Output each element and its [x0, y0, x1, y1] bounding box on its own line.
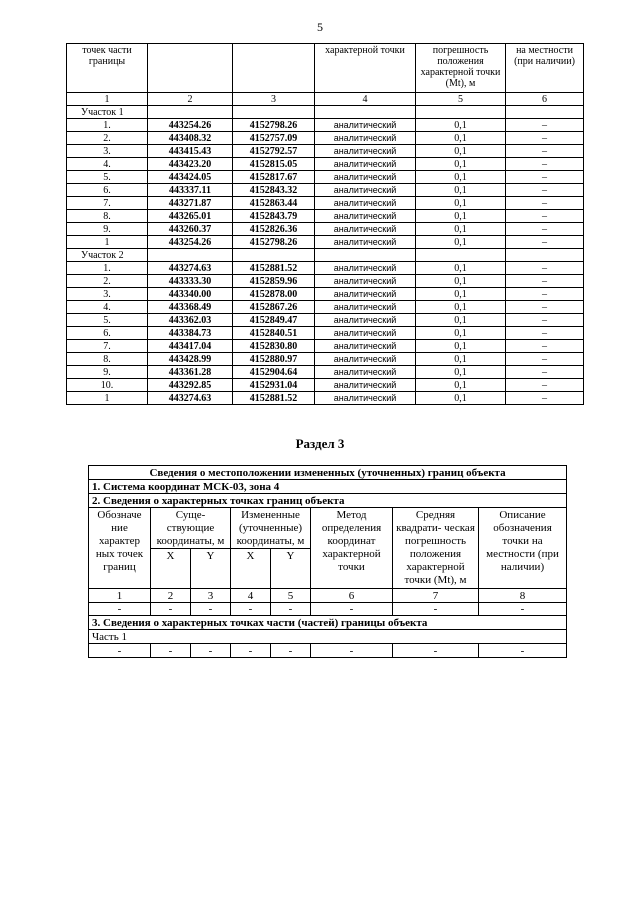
table-cell: 4152826.36 — [233, 223, 315, 236]
table-cell: – — [506, 275, 584, 288]
section-heading: Раздел 3 — [295, 436, 345, 451]
header-x: X — [151, 549, 191, 589]
table-cell: 0,1 — [416, 119, 506, 132]
empty-cell — [148, 249, 233, 262]
table-cell: 0,1 — [416, 366, 506, 379]
table-cell: 0,1 — [416, 275, 506, 288]
table-cell: 443417.04 — [148, 340, 233, 353]
table-cell: 7. — [67, 197, 148, 210]
table-row — [67, 171, 584, 184]
table-cell: аналитический — [315, 340, 416, 353]
table-cell: 0,1 — [416, 132, 506, 145]
header-method: Метод определения координат характерной точки — [311, 508, 393, 589]
table-row — [67, 119, 584, 132]
table-cell: 4152843.79 — [233, 210, 315, 223]
table-row — [67, 353, 584, 366]
table-row — [67, 197, 584, 210]
col-number: 5 — [416, 93, 506, 106]
table-cell: аналитический — [315, 275, 416, 288]
table-cell: 0,1 — [416, 158, 506, 171]
table-cell: 0,1 — [416, 288, 506, 301]
table-cell: 9. — [67, 366, 148, 379]
table-cell: – — [506, 314, 584, 327]
empty-cell: - — [89, 603, 151, 616]
header-cell — [148, 44, 233, 93]
table-cell: 4152849.47 — [233, 314, 315, 327]
table-cell: аналитический — [315, 236, 416, 249]
table-cell: – — [506, 197, 584, 210]
header-changed: Измененные (уточненные) координаты, м — [231, 508, 311, 549]
header-description: Описание обозначения точки на местности (при наличии) — [479, 508, 567, 589]
table-cell: 7. — [67, 340, 148, 353]
table-cell: аналитический — [315, 171, 416, 184]
table-cell: – — [506, 340, 584, 353]
col-number: 5 — [271, 589, 311, 603]
table-cell: – — [506, 236, 584, 249]
table-cell: – — [506, 288, 584, 301]
table-cell: аналитический — [315, 132, 416, 145]
table-cell: 4152792.57 — [233, 145, 315, 158]
col-number: 8 — [479, 589, 567, 603]
table-cell: аналитический — [315, 197, 416, 210]
table-cell: 4152867.26 — [233, 301, 315, 314]
col-number: 4 — [315, 93, 416, 106]
table-row — [67, 340, 584, 353]
empty-cell — [506, 249, 584, 262]
part-label: Участок 1 — [67, 106, 148, 119]
empty-cell: - — [479, 603, 567, 616]
table-cell: 0,1 — [416, 353, 506, 366]
coord-system: 1. Система координат МСК-03, зона 4 — [89, 480, 567, 494]
table-cell: 0,1 — [416, 236, 506, 249]
table-cell: 1 — [67, 392, 148, 405]
coordinates-table — [66, 43, 584, 405]
empty-cell: - — [271, 603, 311, 616]
table-cell: 4152878.00 — [233, 288, 315, 301]
table-cell: 4152931.04 — [233, 379, 315, 392]
table-row — [67, 366, 584, 379]
table-cell: 0,1 — [416, 340, 506, 353]
table-cell: – — [506, 223, 584, 236]
parts-title: 3. Сведения о характерных точках части (частей) границы объекта — [89, 616, 567, 630]
table-cell: аналитический — [315, 210, 416, 223]
table-cell: 4152859.96 — [233, 275, 315, 288]
empty-cell: - — [393, 644, 479, 658]
part-row — [67, 249, 584, 262]
table-cell: 1 — [67, 236, 148, 249]
table-cell: 0,1 — [416, 223, 506, 236]
table-cell: 4152840.51 — [233, 327, 315, 340]
table-cell: – — [506, 262, 584, 275]
table-cell: – — [506, 171, 584, 184]
page-number: 5 — [317, 20, 323, 34]
empty-cell — [506, 106, 584, 119]
table-cell: 0,1 — [416, 197, 506, 210]
table-cell: аналитический — [315, 158, 416, 171]
table-cell: аналитический — [315, 119, 416, 132]
table-row — [67, 288, 584, 301]
table-row — [67, 236, 584, 249]
col-number: 1 — [89, 589, 151, 603]
table-cell: 443362.03 — [148, 314, 233, 327]
col-number: 6 — [506, 93, 584, 106]
table-cell: аналитический — [315, 301, 416, 314]
header-y: Y — [271, 549, 311, 589]
table-cell: аналитический — [315, 223, 416, 236]
table-cell: 443274.63 — [148, 262, 233, 275]
empty-cell: - — [393, 603, 479, 616]
table-cell: 4152798.26 — [233, 236, 315, 249]
table-cell: 443361.28 — [148, 366, 233, 379]
table-cell: 4152880.97 — [233, 353, 315, 366]
table-cell: 8. — [67, 210, 148, 223]
empty-cell: - — [311, 603, 393, 616]
table-cell: 1. — [67, 119, 148, 132]
table-cell: 443384.73 — [148, 327, 233, 340]
table-row — [67, 210, 584, 223]
table-cell: аналитический — [315, 327, 416, 340]
table-cell: 443292.85 — [148, 379, 233, 392]
table-cell: 4152757.09 — [233, 132, 315, 145]
col-number: 2 — [148, 93, 233, 106]
table-cell: 4152815.05 — [233, 158, 315, 171]
header-y: Y — [191, 549, 231, 589]
table-cell: 1. — [67, 262, 148, 275]
empty-cell: - — [231, 644, 271, 658]
table-cell: 443415.43 — [148, 145, 233, 158]
table-cell: 8. — [67, 353, 148, 366]
table-cell: аналитический — [315, 145, 416, 158]
empty-cell: - — [271, 644, 311, 658]
table-cell: 0,1 — [416, 171, 506, 184]
table-cell: 4152881.52 — [233, 392, 315, 405]
empty-cell: - — [231, 603, 271, 616]
col-number: 1 — [67, 93, 148, 106]
table-cell: 4152881.52 — [233, 262, 315, 275]
col-number: 3 — [191, 589, 231, 603]
empty-cell: - — [191, 644, 231, 658]
table-row — [67, 223, 584, 236]
table-cell: 4152830.80 — [233, 340, 315, 353]
table-cell: 0,1 — [416, 392, 506, 405]
table-cell: 0,1 — [416, 184, 506, 197]
table-cell: 443274.63 — [148, 392, 233, 405]
table-cell: 0,1 — [416, 145, 506, 158]
header-existing: Суще- ствующие координаты, м — [151, 508, 231, 549]
table-cell: 3. — [67, 288, 148, 301]
table-cell: 443271.87 — [148, 197, 233, 210]
table-cell: 4152798.26 — [233, 119, 315, 132]
table-cell: аналитический — [315, 392, 416, 405]
table-cell: 2. — [67, 275, 148, 288]
table-cell: 6. — [67, 327, 148, 340]
table-cell: 443424.05 — [148, 171, 233, 184]
table-cell: – — [506, 392, 584, 405]
table-row — [67, 379, 584, 392]
part-label: Часть 1 — [89, 630, 567, 644]
table-cell: – — [506, 327, 584, 340]
empty-cell: - — [311, 644, 393, 658]
table-cell: – — [506, 353, 584, 366]
table-cell: 4152817.67 — [233, 171, 315, 184]
table-cell: 9. — [67, 223, 148, 236]
table-cell: 443408.32 — [148, 132, 233, 145]
table-cell: 443423.20 — [148, 158, 233, 171]
empty-cell: - — [151, 603, 191, 616]
empty-cell: - — [89, 644, 151, 658]
points-title: 2. Сведения о характерных точках границ объекта — [89, 494, 567, 508]
table-cell: аналитический — [315, 314, 416, 327]
part-label: Участок 2 — [67, 249, 148, 262]
table-cell: – — [506, 379, 584, 392]
table-cell: 0,1 — [416, 210, 506, 223]
table-cell: 443333.30 — [148, 275, 233, 288]
empty-cell — [416, 249, 506, 262]
empty-cell — [148, 106, 233, 119]
table-cell: 10. — [67, 379, 148, 392]
table-cell: – — [506, 145, 584, 158]
table-cell: аналитический — [315, 262, 416, 275]
col-number: 7 — [393, 589, 479, 603]
table-cell: 443265.01 — [148, 210, 233, 223]
table-cell: 443254.26 — [148, 119, 233, 132]
table-cell: 0,1 — [416, 301, 506, 314]
table-row — [67, 314, 584, 327]
col-number: 6 — [311, 589, 393, 603]
table-cell: 0,1 — [416, 262, 506, 275]
boundary-table — [88, 465, 567, 658]
table-cell: – — [506, 132, 584, 145]
table-cell: 443260.37 — [148, 223, 233, 236]
part-row — [67, 106, 584, 119]
header-cell: погрешность положения характерной точки (Mt), м — [416, 44, 506, 93]
table-cell: – — [506, 366, 584, 379]
table-cell: аналитический — [315, 366, 416, 379]
table-cell: аналитический — [315, 353, 416, 366]
col-number: 4 — [231, 589, 271, 603]
table-cell: – — [506, 158, 584, 171]
col-number: 3 — [233, 93, 315, 106]
table-cell: 443368.49 — [148, 301, 233, 314]
header-x: X — [231, 549, 271, 589]
table-cell: 443337.11 — [148, 184, 233, 197]
table-cell: 6. — [67, 184, 148, 197]
table-cell: 3. — [67, 145, 148, 158]
table-cell: 4. — [67, 301, 148, 314]
empty-cell: - — [151, 644, 191, 658]
table-cell: 443428.99 — [148, 353, 233, 366]
table-cell: 4152863.44 — [233, 197, 315, 210]
table-cell: – — [506, 184, 584, 197]
table-cell: аналитический — [315, 379, 416, 392]
header-cell: характерной точки — [315, 44, 416, 93]
empty-cell: - — [479, 644, 567, 658]
table-cell: 0,1 — [416, 314, 506, 327]
table-cell: 4. — [67, 158, 148, 171]
table-cell: 4152843.32 — [233, 184, 315, 197]
table-row — [67, 132, 584, 145]
empty-cell — [315, 106, 416, 119]
table-row — [67, 184, 584, 197]
table-row — [67, 275, 584, 288]
table-cell: 443340.00 — [148, 288, 233, 301]
table-row — [67, 262, 584, 275]
table-cell: 4152904.64 — [233, 366, 315, 379]
table-cell: 2. — [67, 132, 148, 145]
table-row — [67, 145, 584, 158]
table-cell: аналитический — [315, 288, 416, 301]
table-cell: 5. — [67, 171, 148, 184]
table-cell: 443254.26 — [148, 236, 233, 249]
header-cell — [233, 44, 315, 93]
table-cell: 0,1 — [416, 327, 506, 340]
col-number-row — [67, 93, 584, 106]
table-row — [67, 158, 584, 171]
empty-cell — [233, 106, 315, 119]
table-row — [67, 301, 584, 314]
col-number: 2 — [151, 589, 191, 603]
table-cell: – — [506, 301, 584, 314]
empty-cell — [416, 106, 506, 119]
table-cell: – — [506, 119, 584, 132]
empty-cell: - — [191, 603, 231, 616]
table-cell: аналитический — [315, 184, 416, 197]
table-cell: – — [506, 210, 584, 223]
table-header-row — [67, 44, 584, 93]
table-row — [67, 392, 584, 405]
header-designation: Обозначе ние характер ных точек границ — [89, 508, 151, 589]
empty-cell — [315, 249, 416, 262]
table-row — [67, 327, 584, 340]
table-cell: 5. — [67, 314, 148, 327]
header-cell: на местности (при наличии) — [506, 44, 584, 93]
header-error: Средняя квадрати- ческая погрешность положения характерной точки (Mt), м — [393, 508, 479, 589]
section-title: Сведения о местоположении измененных (уточненных) границ объекта — [89, 466, 567, 480]
header-cell: точек части границы — [67, 44, 148, 93]
empty-cell — [233, 249, 315, 262]
table-cell: 0,1 — [416, 379, 506, 392]
